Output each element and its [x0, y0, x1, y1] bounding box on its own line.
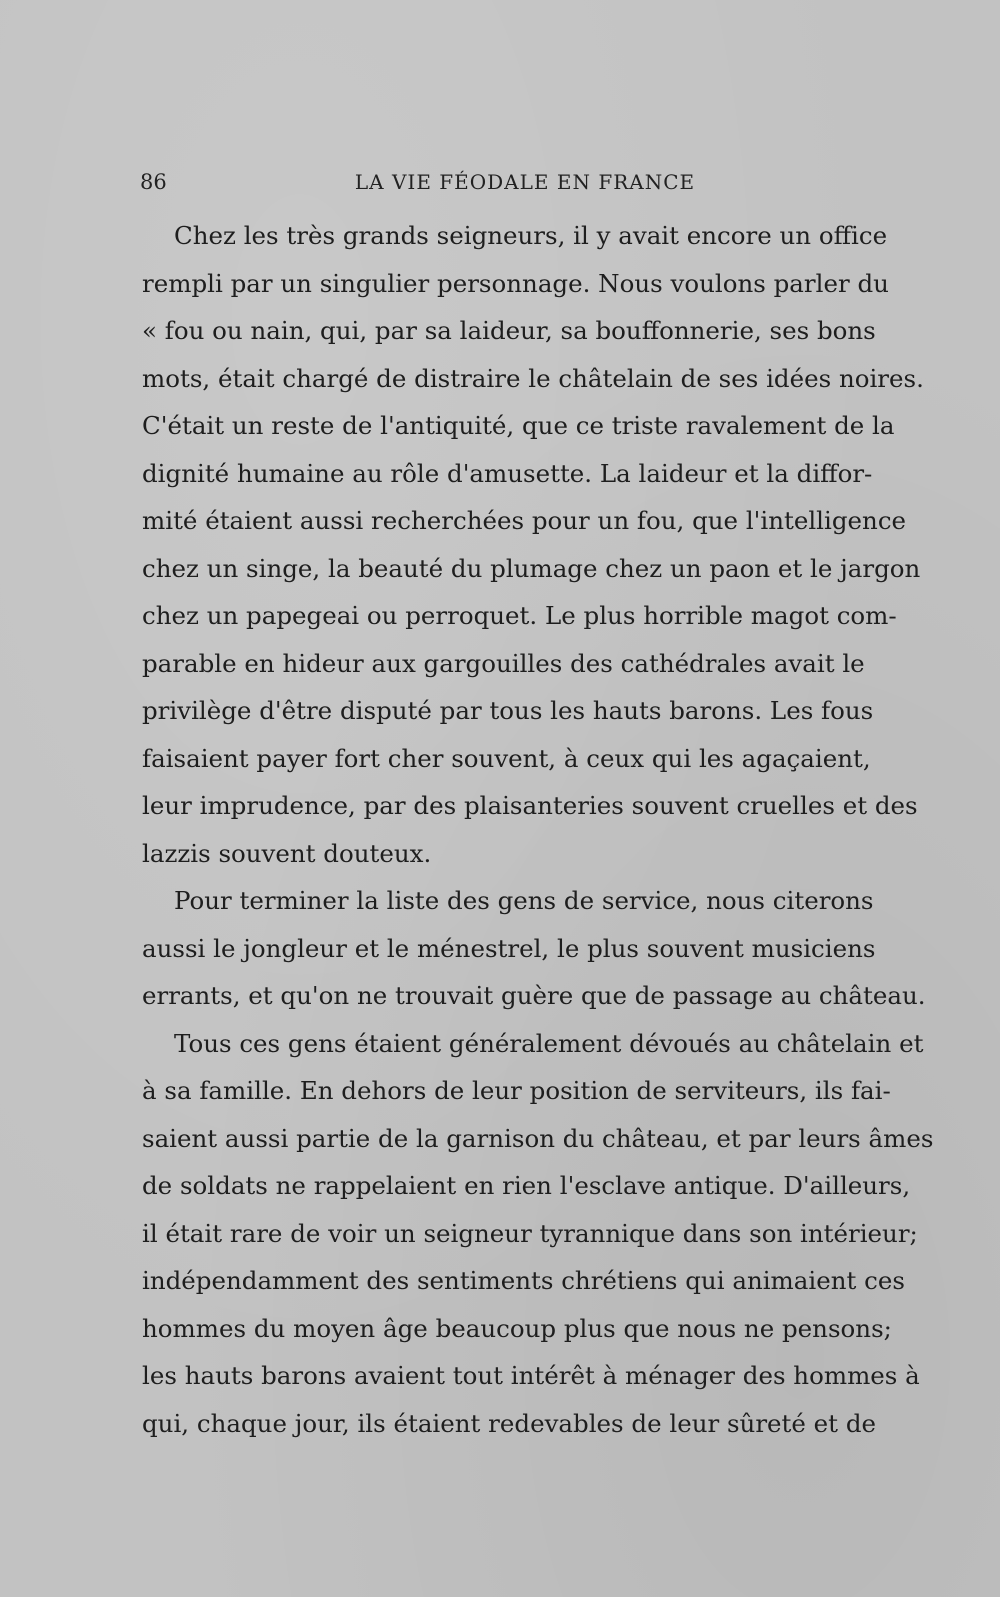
page-number: 86: [140, 170, 167, 194]
text-line: chez un papegeai ou perroquet. Le plus horrible magot com-: [142, 601, 897, 630]
text-line: Chez les très grands seigneurs, il y avait encore un office: [174, 221, 888, 250]
text-line: C'était un reste de l'antiquité, que ce triste ravalement de la: [142, 411, 895, 440]
text-line: parable en hideur aux gargouilles des cathédrales avait le: [142, 648, 865, 678]
text-line: chez un singe, la beauté du plumage chez un paon et le jargon: [142, 553, 921, 583]
text-line: à sa famille. En dehors de leur position de serviteurs, ils fai-: [142, 1076, 891, 1105]
text-line: privilège d'être disputé par tous les hauts barons. Les fous: [142, 696, 874, 725]
text-line: lazzis souvent douteux.: [142, 838, 432, 868]
text-line: saient aussi partie de la garnison du château, et par leurs âmes: [142, 1123, 934, 1153]
text-line: indépendamment des sentiments chrétiens qui animaient ces: [142, 1266, 905, 1295]
text-line: rempli par un singulier personnage. Nous voulons parler du: [142, 268, 889, 298]
text-line: qui, chaque jour, ils étaient redevables de leur sûreté et de: [142, 1408, 876, 1438]
text-line: mité étaient aussi recherchées pour un fou, que l'intelligence: [142, 506, 907, 535]
text-line: les hauts barons avaient tout intérêt à ménager des hommes à: [142, 1361, 920, 1390]
text-line: mots, était chargé de distraire le châtelain de ses idées noires.: [142, 363, 924, 393]
text-line: « fou ou nain, qui, par sa laideur, sa bouffonnerie, ses bons: [142, 316, 876, 345]
text-line: dignité humaine au rôle d'amusette. La laideur et la diffor-: [142, 458, 873, 488]
page-header: [140, 170, 860, 200]
text-line: faisaient payer fort cher souvent, à ceux qui les agaçaient,: [142, 743, 871, 773]
body-text: [142, 212, 934, 1447]
text-line: errants, et qu'on ne trouvait guère que de passage au château.: [142, 981, 926, 1010]
running-title: LA VIE FÉODALE EN FRANCE: [354, 170, 696, 194]
text-line: hommes du moyen âge beaucoup plus que nous ne pensons;: [142, 1313, 892, 1343]
text-line: Tous ces gens étaient généralement dévoués au châtelain et: [174, 1028, 924, 1058]
text-line: Pour terminer la liste des gens de service, nous citerons: [174, 886, 874, 915]
text-line: leur imprudence, par des plaisanteries souvent cruelles et des: [142, 791, 918, 820]
text-line: il était rare de voir un seigneur tyrannique dans son intérieur;: [142, 1218, 918, 1248]
text-line: de soldats ne rappelaient en rien l'esclave antique. D'ailleurs,: [142, 1171, 911, 1200]
text-line: aussi le jongleur et le ménestrel, le plus souvent musiciens: [142, 933, 876, 963]
